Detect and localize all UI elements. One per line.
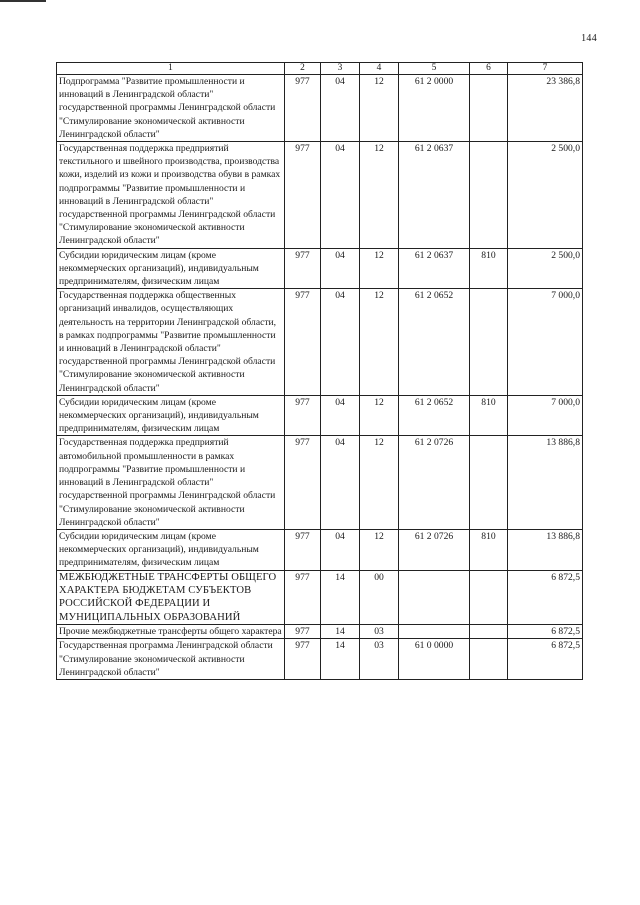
- row-target-item: 61 2 0637: [399, 142, 470, 249]
- column-header-3: 3: [321, 63, 360, 75]
- table-row: [57, 436, 583, 529]
- table-row: [57, 570, 583, 625]
- row-admin-code: 977: [285, 75, 321, 142]
- row-admin-code: 977: [285, 529, 321, 570]
- row-amount: 13 886,8: [508, 529, 583, 570]
- row-section: 14: [321, 570, 360, 625]
- row-target-item: 61 2 0637: [399, 248, 470, 289]
- row-expense-type: [470, 625, 508, 639]
- row-subsection: 12: [360, 248, 399, 289]
- row-admin-code: 977: [285, 625, 321, 639]
- row-target-item: 61 2 0726: [399, 436, 470, 529]
- table-row: [57, 529, 583, 570]
- row-subsection: 12: [360, 529, 399, 570]
- row-name: Государственная поддержка предприятий текстильного и швейного производства, производства кожи, изделий из кожи и производства обуви в рамках подпрограммы "Развитие промышленности и инноваций в Ленинградской области" государственной программы Ленинградской области "Стимулирование экономической активности Ленинградской области": [57, 142, 285, 249]
- row-subsection: 12: [360, 289, 399, 396]
- row-expense-type: [470, 142, 508, 249]
- row-target-item: 61 2 0652: [399, 395, 470, 436]
- row-amount: 2 500,0: [508, 142, 583, 249]
- column-header-5: 5: [399, 63, 470, 75]
- row-amount: 7 000,0: [508, 289, 583, 396]
- row-subsection: 12: [360, 436, 399, 529]
- row-name: Государственная поддержка общественных организаций инвалидов, осуществляющих деятельность на территории Ленинградской области, в рамках подпрограммы "Развитие промышленности и инноваций в Ленинградской области" государственной программы Ленинградской области "Стимулирование экономической активности Ленинградской области": [57, 289, 285, 396]
- row-subsection: 03: [360, 625, 399, 639]
- row-section: 14: [321, 639, 360, 680]
- row-amount: 13 886,8: [508, 436, 583, 529]
- row-section: 04: [321, 142, 360, 249]
- row-target-item: 61 2 0652: [399, 289, 470, 396]
- row-target-item: 61 0 0000: [399, 639, 470, 680]
- budget-table: [56, 62, 583, 680]
- row-section: 04: [321, 248, 360, 289]
- row-target-item: [399, 625, 470, 639]
- row-admin-code: 977: [285, 142, 321, 249]
- row-section: 04: [321, 75, 360, 142]
- row-expense-type: [470, 75, 508, 142]
- row-expense-type: [470, 639, 508, 680]
- row-admin-code: 977: [285, 436, 321, 529]
- table-row: [57, 248, 583, 289]
- row-amount: 7 000,0: [508, 395, 583, 436]
- row-target-item: 61 2 0726: [399, 529, 470, 570]
- row-name: Субсидии юридическим лицам (кроме некоммерческих организаций), индивидуальным предпринимателям, физическим лицам: [57, 395, 285, 436]
- row-target-item: [399, 570, 470, 625]
- column-header-2: 2: [285, 63, 321, 75]
- row-amount: 23 386,8: [508, 75, 583, 142]
- row-expense-type: 810: [470, 248, 508, 289]
- row-name: Государственная программа Ленинградской области "Стимулирование экономической активности Ленинградской области": [57, 639, 285, 680]
- column-header-7: 7: [508, 63, 583, 75]
- row-amount: 6 872,5: [508, 639, 583, 680]
- row-section: 04: [321, 395, 360, 436]
- row-name: Прочие межбюджетные трансферты общего характера: [57, 625, 285, 639]
- row-section: 04: [321, 289, 360, 396]
- row-subsection: 00: [360, 570, 399, 625]
- table-row: [57, 142, 583, 249]
- row-name: Государственная поддержка предприятий автомобильной промышленности в рамках подпрограммы "Развитие промышленности и инноваций в Ленинградской области" государственной программы Ленинградской области "Стимулирование экономической активности Ленинградской области": [57, 436, 285, 529]
- row-name: МЕЖБЮДЖЕТНЫЕ ТРАНСФЕРТЫ ОБЩЕГО ХАРАКТЕРА БЮДЖЕТАМ СУБЪЕКТОВ РОССИЙСКОЙ ФЕДЕРАЦИИ И МУНИЦИПАЛЬНЫХ ОБРАЗОВАНИЙ: [57, 570, 285, 625]
- row-name: Субсидии юридическим лицам (кроме некоммерческих организаций), индивидуальным предпринимателям, физическим лицам: [57, 529, 285, 570]
- row-amount: 2 500,0: [508, 248, 583, 289]
- page-number: 144: [581, 33, 597, 44]
- row-target-item: 61 2 0000: [399, 75, 470, 142]
- row-admin-code: 977: [285, 395, 321, 436]
- row-name: Субсидии юридическим лицам (кроме некоммерческих организаций), индивидуальным предпринимателям, физическим лицам: [57, 248, 285, 289]
- row-name: Подпрограмма "Развитие промышленности и инноваций в Ленинградской области" государственной программы Ленинградской области "Стимулирование экономической активности Ленинградской области": [57, 75, 285, 142]
- row-admin-code: 977: [285, 248, 321, 289]
- column-header-4: 4: [360, 63, 399, 75]
- column-header-6: 6: [470, 63, 508, 75]
- row-expense-type: [470, 436, 508, 529]
- table-header-row: [57, 63, 583, 75]
- row-section: 04: [321, 436, 360, 529]
- table-row: [57, 75, 583, 142]
- scan-edge-mark: [0, 0, 46, 2]
- row-subsection: 12: [360, 75, 399, 142]
- column-header-1: 1: [57, 63, 285, 75]
- row-section: 04: [321, 529, 360, 570]
- table-row: [57, 625, 583, 639]
- table-row: [57, 395, 583, 436]
- row-amount: 6 872,5: [508, 570, 583, 625]
- row-subsection: 12: [360, 142, 399, 249]
- row-subsection: 12: [360, 395, 399, 436]
- row-admin-code: 977: [285, 570, 321, 625]
- table-row: [57, 289, 583, 396]
- row-expense-type: [470, 289, 508, 396]
- table-row: [57, 639, 583, 680]
- row-amount: 6 872,5: [508, 625, 583, 639]
- row-subsection: 03: [360, 639, 399, 680]
- row-section: 14: [321, 625, 360, 639]
- row-admin-code: 977: [285, 639, 321, 680]
- row-expense-type: [470, 570, 508, 625]
- row-expense-type: 810: [470, 529, 508, 570]
- row-admin-code: 977: [285, 289, 321, 396]
- row-expense-type: 810: [470, 395, 508, 436]
